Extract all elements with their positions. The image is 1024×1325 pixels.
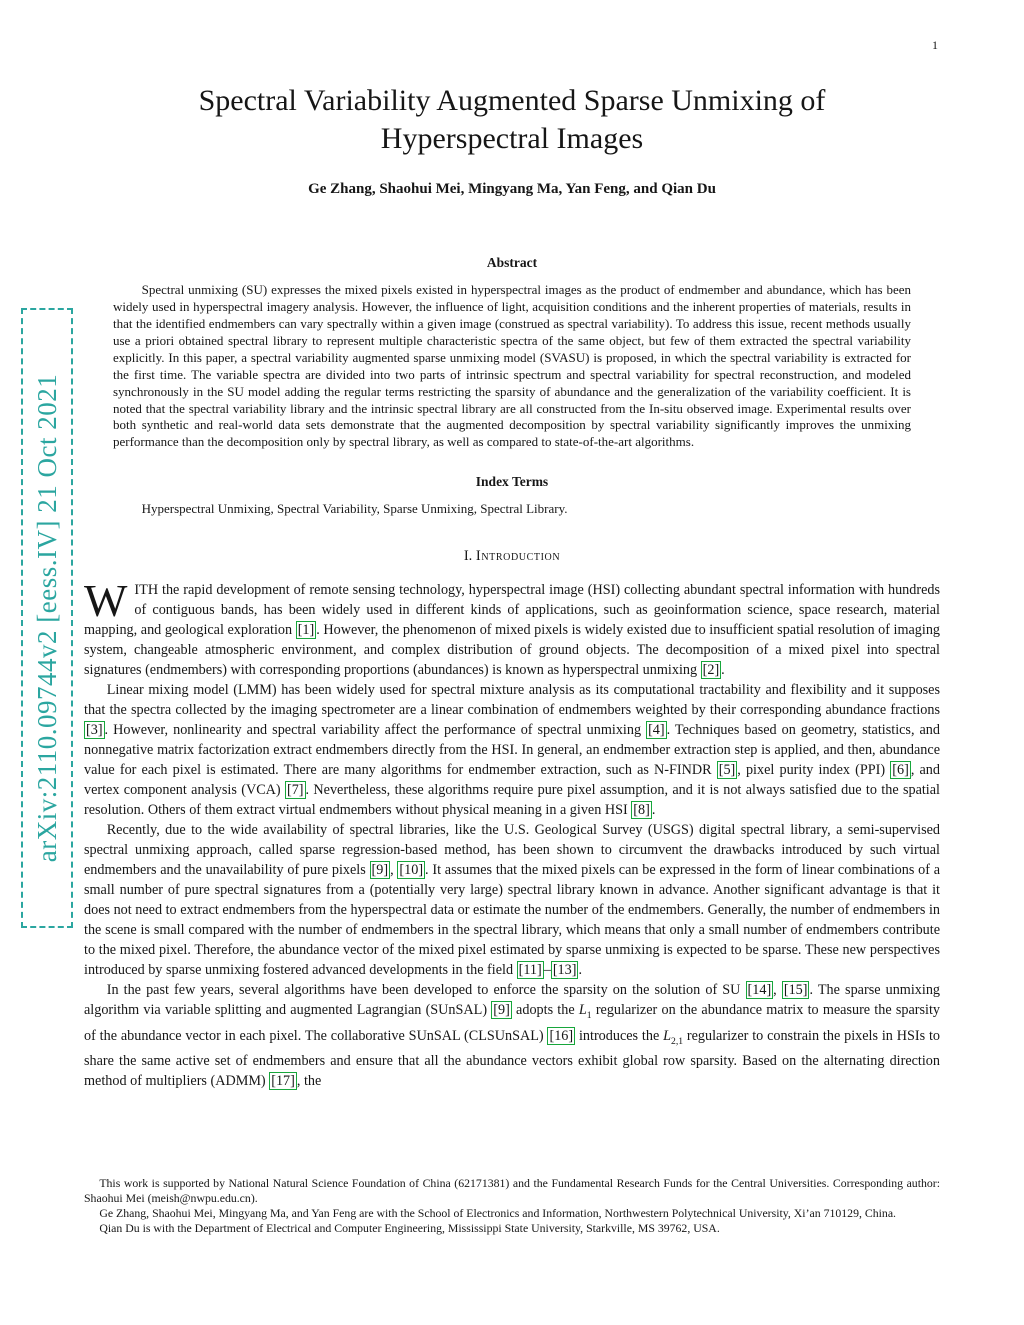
index-terms-heading: Index Terms xyxy=(475,474,549,490)
arxiv-stamp-text: arXiv:2110.09744v2 [eess.IV] 21 Oct 2021 xyxy=(31,373,62,863)
intro-paragraph-2: Linear mixing model (LMM) has been widely used for spectral mixture analysis as its computational tractability and flexibility and it supposes that the spectra collected by the imaging spectrometer are a linear combination of endmembers weighted by their corresponding abundance fractions [3] . However, nonlinearity and spectral variability affect the performance of spectral unmixing [4] . Techniques based on geometry, statistics, and nonnegative matrix factorization extract endmembers directly from the HSI. In general, an endmember extraction step is applied, and then, abundance value for each pixel is estimated. There are many algorithms for endmember extraction, such as N-FINDR [5] , pixel purity index (PPI) [6] , and vertex component analysis (VCA) [7] . Nevertheless, these algorithms require pure pixel assumption, and it is not always satisfied due to the spatial resolution. Others of them extract virtual endmembers without physical meaning in a given HSI [8] . xyxy=(84,681,940,818)
page-number: 1 xyxy=(932,38,938,52)
intro-paragraph-4: In the past few years, several algorithms have been developed to enforce the sparsity on the solution of SU [14] , [15] . The sparse unmixing algorithm via variable splitting and augmented Lagrangian (SUnSAL) [9] adopts the $L_1$ regularizer on the abundance matrix to measure the sparsity of the abundance vector in each pixel. The collaborative SUnSAL (CLSUnSAL) [16] introduces the $L_{2,1}$ regularizer to constrain the pixels in HSIs to share the same active set of endmembers and ensure that all the abundance vectors exhibit global row sparsity. Based on the alternating direction method of multipliers (ADMM) [17] , the xyxy=(84,981,941,1090)
citation-link[interactable]: [6] xyxy=(892,761,909,778)
arxiv-stamp xyxy=(21,308,73,928)
paper-title-line1: Spectral Variability Augmented Sparse Unmixing of xyxy=(198,84,826,117)
section-number: I. xyxy=(463,547,473,564)
citation-link[interactable]: [16] xyxy=(549,1027,574,1044)
intro-paragraph-3: Recently, due to the wide availability of spectral libraries, like the U.S. Geological Survey (USGS) digital spectral library, a semi-supervised spectral unmixing approach, called sparse regression-based method, has been shown to circumvent the drawbacks introduced by such virtual endmembers and the unavailability of pure pixels [9] , [10] . It assumes that the mixed pixels can be expressed in the form of linear combinations of a small number of pure spectral signatures from a (potentially very large) spectral library known in advance. Another significant advantage is that it does not need to extract endmembers from the hyperspectral data or estimate the number of the endmembers. Generally, the number of endmembers in the scene is small compared with the number of endmembers in the spectral library, which means that only a small number of endmembers contribute to the mixed pixel. Therefore, the abundance vector of the mixed pixel estimated by sparse unmixing is expected to be sparse. These new perspectives introduced by sparse unmixing fostered advanced developments in the field [11] – [13] . xyxy=(84,821,941,978)
citation-link[interactable]: [14] xyxy=(747,981,772,998)
abstract-text: Spectral unmixing (SU) expresses the mixed pixels existed in hyperspectral images as the product of endmember and abundance, which has been widely used in hyperspectral imagery analysis. However, the influence of light, acquisition conditions and the inherent properties of materials, results in that the identified endmembers can vary spectrally within a given image (construed as spectral variability). To address this issue, recent methods usually use a priori obtained spectral library to represent multiple characteristic spectra of the same object, but few of them extracted the spectral variability explicitly. In this paper, a spectral variability augmented sparse unmixing model (SVASU) is proposed, in which the spectral variability is extracted for the first time. The variable spectra are divided into two parts of intrinsic spectrum and spectral variability for spectral reconstruction, and modeled synchronously in the SU model adding the regular terms restricting the sparsity of abundance and the generalization of the variability coefficient. It is noted that the spectral variability library and the intrinsic spectral library are all constructed from the In-situ observed image. Experimental results over both synthetic and real-world data sets demonstrate that the augmented decomposition by spectral variability significantly improves the unmixing performance than the decomposition only by spectral library, as well as compared to state-of-the-art algorithms. xyxy=(113,282,911,450)
section-title: Introduction xyxy=(475,547,561,564)
paragraph-text: ITH the rapid development of remote sensing technology, hyperspectral image (HSI) collecting abundant spectral information with hundreds of contiguous bands, has been widely used in different kinds of applications, such as geoinformation science, space research, material mapping, and geological exploration [1] . However, the phenomenon of mixed pixels is widely existed due to insufficient spatial resolution of imaging system, changeable atmospheric environment, and complex distribution of ground objects. The decomposition of a mixed pixel into spectral signatures (endmembers) with corresponding proportions (abundances) is known as hyperspectral unmixing [2] . xyxy=(84,581,941,678)
citation-link[interactable]: [9] xyxy=(493,1001,510,1018)
abstract-section xyxy=(113,254,911,518)
citation-link[interactable]: [11] xyxy=(518,961,542,978)
citation-link[interactable]: [5] xyxy=(718,761,736,778)
citation-link[interactable]: [4] xyxy=(648,721,665,738)
citation-link[interactable]: [2] xyxy=(702,661,720,678)
citation-link[interactable]: [13] xyxy=(552,961,577,978)
section-heading-introduction xyxy=(84,548,940,565)
intro-paragraph-1 xyxy=(84,574,941,680)
authors-line: Ge Zhang, Shaohui Mei, Mingyang Ma, Yan Feng, and Qian Du xyxy=(308,180,716,197)
citation-link[interactable]: [17] xyxy=(271,1073,295,1090)
citation-link[interactable]: [10] xyxy=(399,861,424,878)
introduction-body xyxy=(84,574,941,1092)
citation-link[interactable]: [8] xyxy=(633,801,650,818)
citation-link[interactable]: [7] xyxy=(286,781,304,798)
index-terms-text: Hyperspectral Unmixing, Spectral Variability, Sparse Unmixing, Spectral Library. xyxy=(141,500,568,516)
abstract-heading: Abstract xyxy=(486,254,538,270)
footnote-affiliation-1: Ge Zhang, Shaohui Mei, Mingyang Ma, and Yan Feng are with the School of Electronics and Information, Northwestern Polytechnical University, Xi’an 710129, China. xyxy=(99,1206,897,1221)
citation-link[interactable]: [9] xyxy=(371,861,389,878)
citation-link[interactable]: [15] xyxy=(783,981,808,998)
paper-page xyxy=(84,70,940,1091)
footnote-funding: This work is supported by National Natural Science Foundation of China (62171381) and the Fundamental Research Funds for the Central Universities. Corresponding author: Shaohui Mei (meish@nwpu.edu.cn). xyxy=(84,1176,940,1206)
citation-link[interactable]: [1] xyxy=(297,621,315,638)
paper-title-line2: Hyperspectral Images xyxy=(380,122,644,156)
citation-link[interactable]: [3] xyxy=(86,721,103,738)
paper-title xyxy=(84,82,940,159)
footnotes-block xyxy=(84,1176,940,1236)
footnote-affiliation-2: Qian Du is with the Department of Electrical and Computer Engineering, Mississippi State University, Starkville, MS 39762, USA. xyxy=(99,1221,720,1236)
dropcap-letter: W xyxy=(84,574,128,626)
